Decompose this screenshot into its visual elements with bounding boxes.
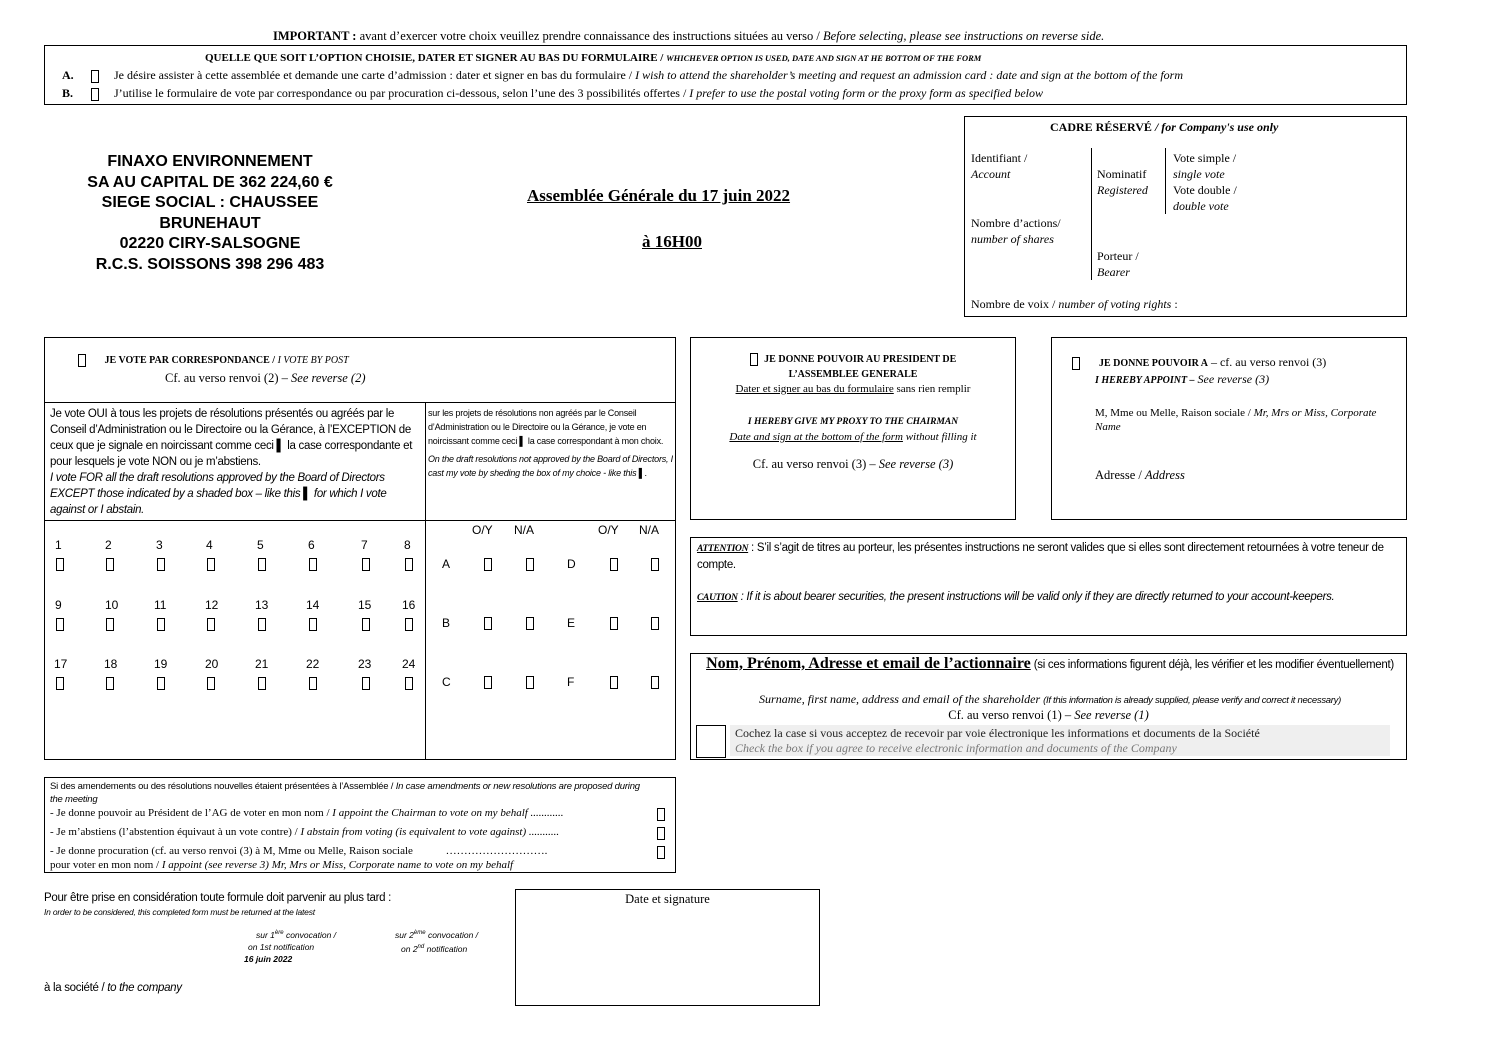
vote-post-ref xyxy=(165,371,366,386)
resolution-number: 16 xyxy=(402,598,416,612)
resolution-row-1 xyxy=(50,538,420,598)
proxy-chairman-checkbox[interactable] xyxy=(750,353,758,366)
resolution-number: 20 xyxy=(205,657,219,671)
amendments-intro-en: In case amendments or new resolutions are proposed during the meeting xyxy=(50,781,640,805)
yes-checkbox[interactable] xyxy=(484,676,492,689)
amendments-opt3-en: I appoint (see reverse 3) Mr, Mrs or Miss, Corporate name to vote on my behalf xyxy=(161,859,514,871)
resolution-checkbox[interactable] xyxy=(207,558,215,571)
amendments-opt3-checkbox[interactable] xyxy=(657,846,665,859)
resolution-number: 9 xyxy=(55,598,62,612)
attention-fr xyxy=(697,540,1402,573)
vote-post-right-fr: sur les projets de résolutions non agréés par le Conseil d’Administration ou le Directoire ou la Gérance, je vote en noircissant comme ceci ▌ la case correspondant à mon choix. xyxy=(428,408,664,446)
meeting-title: Assemblée Générale du 17 juin 2022 xyxy=(527,186,791,205)
proxy-appoint-address-en: Address xyxy=(1145,468,1185,482)
option-b-checkbox[interactable] xyxy=(91,88,99,101)
resolution-checkbox[interactable] xyxy=(405,677,413,690)
na-header-right: N/A xyxy=(639,523,660,537)
attention-text-en: : If it is about bearer securities, the present instructions will be valid only if they are directly returned to your account-keepers. xyxy=(740,591,1335,603)
option-b-fr: J’utilise le formulaire de vote par correspondance ou par procuration ci-dessous, selon l’une des 3 possibilités offertes / xyxy=(114,86,687,100)
amendments-opt3 xyxy=(50,845,547,857)
resolution-number: 6 xyxy=(308,538,315,552)
deadline-first-sup: ère xyxy=(274,930,284,936)
deadline-second-c-sup: nd xyxy=(417,943,425,950)
proxy-appoint-address-fr: Adresse / xyxy=(1095,468,1142,482)
option-a-checkbox[interactable] xyxy=(91,70,99,83)
single-vote-label: single vote xyxy=(1173,167,1225,181)
reserved-votes xyxy=(1173,150,1237,214)
shareholder-title-en: Surname, first name, address and email of the shareholder xyxy=(759,692,1041,706)
resolution-checkbox[interactable] xyxy=(405,558,413,571)
resolution-number: 10 xyxy=(105,598,119,612)
resolution-checkbox[interactable] xyxy=(362,618,370,631)
resolution-checkbox[interactable] xyxy=(106,677,114,690)
proxy-appoint-name-en: Mr, Mrs or Miss, Corporate Name xyxy=(1095,407,1377,433)
resolution-number: 21 xyxy=(255,657,269,671)
resolution-number: 12 xyxy=(205,598,219,612)
reserved-voting-rights xyxy=(971,297,1178,312)
proxy-chairman-content xyxy=(690,352,1016,472)
shareholder-ref-fr: Cf. au verso renvoi (1) – xyxy=(948,708,1072,722)
yes-checkbox[interactable] xyxy=(484,558,492,571)
shareholder-heading xyxy=(705,656,1395,673)
double-vote-label: double vote xyxy=(1173,199,1229,213)
resolution-number: 23 xyxy=(358,657,372,671)
reserved-nominatif xyxy=(1097,166,1148,198)
yes-checkbox[interactable] xyxy=(610,617,618,630)
resolution-checkbox[interactable] xyxy=(258,558,266,571)
options-heading xyxy=(205,52,981,64)
resolution-number: 7 xyxy=(361,538,368,552)
resolution-number: 1 xyxy=(55,538,62,552)
resolution-letter: C xyxy=(442,675,451,689)
deadline-first-a: sur 1 xyxy=(256,929,275,940)
vote-simple-label: Vote simple / xyxy=(1173,151,1237,165)
no-checkbox[interactable] xyxy=(651,676,659,689)
resolution-number: 24 xyxy=(402,657,416,671)
proxy-chairman-ref-fr: Cf. au verso renvoi (3) – xyxy=(752,457,876,471)
resolution-number: 8 xyxy=(404,538,411,552)
resolution-number: 15 xyxy=(358,598,372,612)
resolution-checkbox[interactable] xyxy=(106,558,114,571)
resolution-checkbox[interactable] xyxy=(56,618,64,631)
shareholder-note-en: (If this information is already supplied, please verify and correct it necessary) xyxy=(1043,695,1341,706)
resolution-checkbox[interactable] xyxy=(309,677,317,690)
important-label: IMPORTANT : xyxy=(273,29,357,43)
nominatif-label: Nominatif xyxy=(1097,167,1147,181)
resolution-letter: D xyxy=(567,557,576,571)
company-city: 02220 CIRY-SALSOGNE xyxy=(119,235,301,252)
deadline-en: In order to be considered, this completed form must be returned at the latest xyxy=(44,907,315,917)
resolution-checkbox[interactable] xyxy=(405,618,413,631)
vote-post-ref-en: See reverse (2) xyxy=(291,371,366,385)
no-checkbox[interactable] xyxy=(651,558,659,571)
vote-post-right-en: On the draft resolutions not approved by the Board of Directors, I cast my vote by sheding the box of my choice - like this ▌. xyxy=(428,454,673,478)
resolution-number: 3 xyxy=(156,538,163,552)
vote-post-title-fr: JE VOTE PAR CORRESPONDANCE / xyxy=(104,354,276,366)
amendments-opt3-fr2: pour voter en mon nom / xyxy=(50,859,160,871)
identifiant-label: Identifiant / xyxy=(971,151,1028,165)
resolution-checkbox[interactable] xyxy=(56,677,64,690)
amendments-opt1-en: I appoint the Chairman to vote on my behalf ............ xyxy=(332,807,564,819)
no-checkbox[interactable] xyxy=(526,676,534,689)
resolution-number: 14 xyxy=(306,598,320,612)
proxy-appoint-ref-fr: – cf. au verso renvoi (3) xyxy=(1210,355,1327,369)
deadline-second-b: convocation / xyxy=(427,929,479,940)
email-consent-fr: Cochez la case si vous acceptez de recevoir par voie électronique les informations et documents de la Société xyxy=(735,726,1260,740)
no-checkbox[interactable] xyxy=(526,617,534,630)
proxy-chairman-title-fr2: L’ASSEMBLEE GENERALE xyxy=(788,369,918,380)
deadline-fr: Pour être prise en considération toute formule doit parvenir au plus tard : xyxy=(44,892,391,904)
reserved-title-en: / for Company's use only xyxy=(1154,120,1279,134)
meeting-time: à 16H00 xyxy=(642,232,702,251)
no-checkbox[interactable] xyxy=(526,558,534,571)
deadline-first-c: on 1st notification xyxy=(248,941,315,952)
attention-text-fr: : S’il s’agit de titres au porteur, les présentes instructions ne seront valides que si elles sont directement retournées à votre teneur de compte. xyxy=(697,542,1384,571)
resolution-checkbox[interactable] xyxy=(362,677,370,690)
shareholder-en xyxy=(705,692,1395,707)
proxy-chairman-ref-en: See reverse (3) xyxy=(878,457,954,471)
reserved-shares xyxy=(971,215,1061,247)
resolution-checkbox[interactable] xyxy=(157,618,165,631)
bearer-label: Bearer xyxy=(1097,265,1130,279)
notice-en: Before selecting, please see instructions on reverse side. xyxy=(822,29,1105,43)
nombre-voix-label: Nombre de voix / xyxy=(971,297,1056,311)
resolution-checkbox[interactable] xyxy=(258,618,266,631)
reserved-divider-1 xyxy=(1091,148,1092,280)
resolution-checkbox[interactable] xyxy=(309,618,317,631)
resolution-checkbox[interactable] xyxy=(258,677,266,690)
proxy-appoint-title-fr: JE DONNE POUVOIR A xyxy=(1099,358,1208,369)
attention-en xyxy=(697,589,1402,606)
reserved-account xyxy=(971,150,1027,182)
resolution-number: 5 xyxy=(257,538,264,552)
yes-checkbox[interactable] xyxy=(610,558,618,571)
proxy-appoint-name-fr: M, Mme ou Melle, Raison sociale / xyxy=(1095,407,1251,419)
resolution-checkbox[interactable] xyxy=(207,618,215,631)
resolution-letter: F xyxy=(567,675,575,689)
porteur-label: Porteur / xyxy=(1097,249,1139,263)
vote-post-title-en: I VOTE BY POST xyxy=(277,354,349,366)
deadline-company-en: to the company xyxy=(107,982,182,994)
amendments-opt1 xyxy=(50,807,564,819)
resolution-checkbox[interactable] xyxy=(56,558,64,571)
resolution-row-2 xyxy=(50,598,420,657)
email-consent-checkbox[interactable] xyxy=(696,725,726,758)
amendments-opt2 xyxy=(50,826,559,838)
email-consent-en: Check the box if you agree to receive electronic information and documents of the Company xyxy=(735,741,1177,755)
resolution-letter: A xyxy=(442,557,451,571)
resolution-letter: B xyxy=(442,616,451,630)
amendments-opt3-fr: - Je donne procuration (cf. au verso renvoi (3) à M, Mme ou Melle, Raison sociale xyxy=(50,845,413,857)
option-b xyxy=(62,86,1043,101)
proxy-chairman-title-fr: JE DONNE POUVOIR AU PRESIDENT DE xyxy=(764,354,957,365)
proxy-appoint-name xyxy=(1095,406,1395,434)
amendments-opt3-dots: ………………………. xyxy=(445,845,548,857)
option-a xyxy=(62,68,1183,83)
deadline-first xyxy=(244,927,336,965)
proxy-chairman-no-fill-fr: sans rien remplir xyxy=(896,383,971,395)
proxy-appoint-title-en: I HEREBY APPOINT – xyxy=(1095,375,1195,386)
vote-post-checkbox[interactable] xyxy=(78,354,86,367)
resolution-checkbox[interactable] xyxy=(362,558,370,571)
deadline-first-b: convocation / xyxy=(285,929,337,940)
vote-post-ref-fr: Cf. au verso renvoi (2) – xyxy=(165,371,288,385)
resolution-row-3 xyxy=(50,657,420,697)
deadline-company xyxy=(44,982,182,994)
vote-post-right-text xyxy=(428,406,673,480)
oy-header-right: O/Y xyxy=(598,523,619,537)
deadline-second-a: sur 2 xyxy=(395,929,414,940)
no-checkbox[interactable] xyxy=(651,617,659,630)
proxy-chairman-no-fill-en: without filling it xyxy=(905,431,977,443)
shareholder-ref xyxy=(690,708,1407,723)
resolution-number: 22 xyxy=(306,657,320,671)
proxy-appoint-checkbox[interactable] xyxy=(1072,357,1080,370)
deadline-second xyxy=(395,927,478,955)
shareholder-title: Nom, Prénom, Adresse et email de l’actionnaire xyxy=(706,655,1031,672)
notice-fr: avant d’exercer votre choix veuillez prendre connaissance des instructions situées au verso / xyxy=(359,29,820,43)
na-header-left: N/A xyxy=(514,523,535,537)
proxy-appoint-title-en-row xyxy=(1095,372,1269,387)
option-a-letter: A. xyxy=(62,68,74,82)
resolution-checkbox[interactable] xyxy=(309,558,317,571)
resolution-number: 4 xyxy=(206,538,213,552)
reserved-title xyxy=(1050,120,1278,135)
resolution-number: 18 xyxy=(104,657,118,671)
proxy-chairman-date-sign-fr: Dater et signer au bas du formulaire xyxy=(735,383,894,395)
amendments-opt2-en: I abstain from voting (is equivalent to vote against) ........... xyxy=(300,826,560,838)
shareholder-note-fr: (si ces informations figurent déjà, les vérifier et les modifier éventuellement) xyxy=(1033,659,1394,671)
amendments-intro xyxy=(50,780,650,806)
option-b-en: I prefer to use the postal voting form or the proxy form as specified below xyxy=(689,86,1044,100)
proxy-appoint-ref-en: See reverse (3) xyxy=(1197,372,1270,386)
resolution-checkbox[interactable] xyxy=(157,677,165,690)
deadline-second-c-b: notification xyxy=(426,943,468,954)
resolution-number: 19 xyxy=(154,657,168,671)
amendments-opt3-line2 xyxy=(50,859,513,871)
account-label: Account xyxy=(971,167,1011,181)
vote-post-divider-h1 xyxy=(44,402,676,403)
attention-label: ATTENTION xyxy=(697,544,749,554)
company-rcs: R.C.S. SOISSONS 398 296 483 xyxy=(95,255,325,273)
company-capital: SA AU CAPITAL DE 362 224,60 € xyxy=(87,173,333,191)
vote-post-left-fr: Je vote OUI à tous les projets de résolutions présentés ou agréés par le Conseil d’Administration ou le Directoire ou la Gérance, à l’EXCEPTION de ceux que je signale en noircissant comme ceci ▌ la case correspondante et pour lesquels je vote NON ou je m’abstiens. xyxy=(50,408,413,468)
deadline-second-c-a: on 2 xyxy=(401,943,418,954)
yes-checkbox[interactable] xyxy=(484,617,492,630)
voting-rights-colon: : xyxy=(1174,297,1178,311)
resolution-number: 17 xyxy=(54,657,68,671)
options-heading-en: WHICHEVER OPTION IS USED, DATE AND SIGN AT HE BOTTOM OF THE FORM xyxy=(666,53,982,63)
number-shares-label: number of shares xyxy=(971,232,1054,246)
vote-post-left-text xyxy=(50,406,422,518)
reserved-title-fr: CADRE RÉSERVÉ xyxy=(1050,120,1152,134)
option-a-fr: Je désire assister à cette assemblée et demande une carte d’admission : dater et signer en bas du formulaire / xyxy=(114,68,633,82)
email-consent xyxy=(735,726,1260,756)
nonapproved-grid xyxy=(428,521,673,756)
shareholder-ref-en: See reverse (1) xyxy=(1074,708,1149,722)
signature-label: Date et signature xyxy=(625,892,710,906)
top-notice xyxy=(273,29,1104,44)
deadline-second-sup: ème xyxy=(413,930,426,936)
resolution-number: 11 xyxy=(154,598,167,612)
deadline-first-date: 16 juin 2022 xyxy=(244,953,293,964)
resolution-checkbox[interactable] xyxy=(106,618,114,631)
company-name: FINAXO ENVIRONNEMENT xyxy=(107,153,313,170)
resolution-number: 13 xyxy=(255,598,269,612)
vote-post-divider-v xyxy=(425,402,426,760)
registered-label: Registered xyxy=(1097,183,1148,197)
amendments-opt2-fr: - Je m’abstiens (l’abstention équivaut à un vote contre) / xyxy=(50,826,298,838)
vote-post-left-en: I vote FOR all the draft resolutions approved by the Board of Directors EXCEPT those indicated by a shaded box – like this ▌ for which I vote against or I abstain. xyxy=(50,472,387,516)
options-heading-fr: QUELLE QUE SOIT L’OPTION CHOISIE, DATER ET SIGNER AU BAS DU FORMULAIRE / xyxy=(205,52,664,64)
option-b-letter: B. xyxy=(62,86,74,100)
resolution-grid xyxy=(50,538,420,697)
resolution-checkbox[interactable] xyxy=(207,677,215,690)
caution-label: CAUTION xyxy=(697,593,738,603)
nombre-actions-label: Nombre d’actions/ xyxy=(971,216,1061,230)
company-seat: SIEGE SOCIAL : CHAUSSEE xyxy=(101,194,319,211)
yes-checkbox[interactable] xyxy=(610,676,618,689)
proxy-appoint-address xyxy=(1095,468,1185,483)
company-block xyxy=(50,152,370,275)
voting-rights-label: number of voting rights xyxy=(1058,297,1172,311)
deadline-company-fr: à la société / xyxy=(44,982,105,994)
reserved-porteur xyxy=(1097,248,1139,280)
proxy-chairman-title-en: I HEREBY GIVE MY PROXY TO THE CHAIRMAN xyxy=(747,417,959,427)
oy-header-left: O/Y xyxy=(472,523,493,537)
proxy-appoint-title xyxy=(1072,355,1326,370)
option-a-en: I wish to attend the shareholder’s meeting and request an admission card : date and sign at the bottom of the form xyxy=(635,68,1183,82)
resolution-letter: E xyxy=(567,616,576,630)
amendments-intro-fr: Si des amendements ou des résolutions nouvelles étaient présentées à l’Assemblée / xyxy=(50,781,394,792)
amendments-opt1-checkbox[interactable] xyxy=(657,808,665,821)
resolution-checkbox[interactable] xyxy=(157,558,165,571)
vote-double-label: Vote double / xyxy=(1173,183,1237,197)
company-street: BRUNEHAUT xyxy=(159,214,261,232)
vote-post-title xyxy=(78,354,349,367)
reserved-divider-2 xyxy=(1165,148,1166,214)
amendments-opt2-checkbox[interactable] xyxy=(657,827,665,840)
amendments-opt1-fr: - Je donne pouvoir au Président de l’AG de voter en mon nom / xyxy=(50,807,330,819)
proxy-chairman-date-sign-en: Date and sign at the bottom of the form xyxy=(729,431,903,443)
resolution-number: 2 xyxy=(105,538,112,552)
